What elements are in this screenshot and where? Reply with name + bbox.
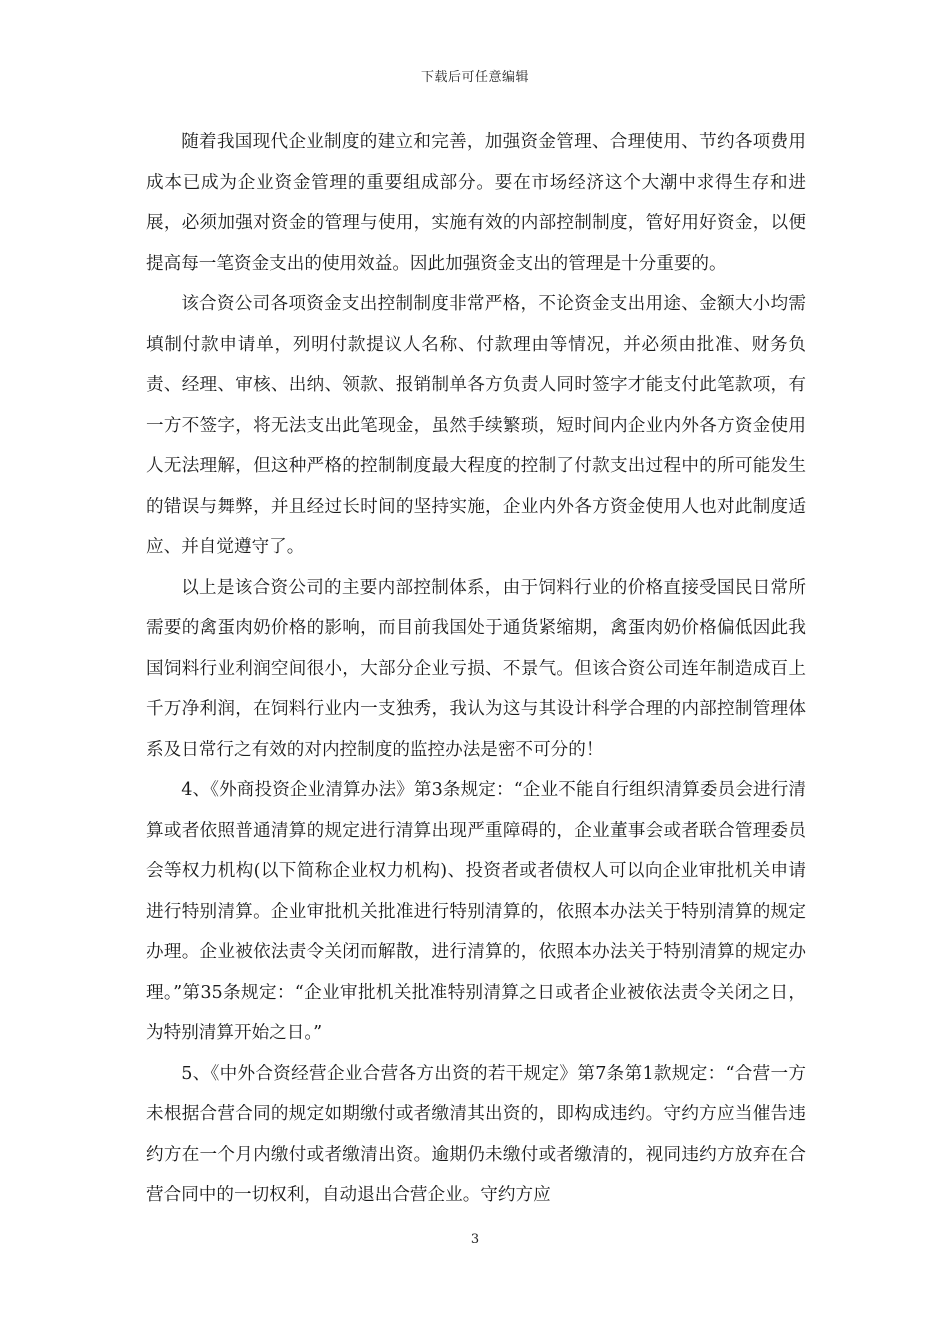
paragraph: 4、《外商投资企业清算办法》第3条规定：“企业不能自行组织清算委员会进行清算或者依照普通清算的规定进行清算出现严重障碍的，企业董事会或者联合管理委员会等权力机构(以下简称企业权力机构)、投资者或者债权人可以向企业审批机关申请进行特别清算。企业审批机关批准进行特别清算的，依照本办法关于特别清算的规定办理。企业被依法责令关闭而解散，进行清算的，依照本办法关于特别清算的规定办理。”第35条规定：“企业审批机关批准特别清算之日或者企业被依法责令关闭之日，为特别清算开始之日。” xyxy=(146,780,806,1043)
paragraph: 该合资公司各项资金支出控制制度非常严格，不论资金支出用途、金额大小均需填制付款申请单，列明付款提议人名称、付款理由等情况，并必须由批准、财务负责、经理、审核、出纳、领款、报销制单各方负责人同时签字才能支付此笔款项，有一方不签字，将无法支出此笔现金，虽然手续繁琐，短时间内企业内外各方资金使用人无法理解，但这种严格的控制制度最大程度的控制了付款支出过程中的所可能发生的错误与舞弊，并且经过长时间的坚持实施，企业内外各方资金使用人也对此制度适应、并自觉遵守了。 xyxy=(146,294,806,557)
page-number: 3 xyxy=(470,1232,480,1247)
paragraph: 随着我国现代企业制度的建立和完善，加强资金管理、合理使用、节约各项费用成本已成为企业资金管理的重要组成部分。要在市场经济这个大潮中求得生存和进展，必须加强对资金的管理与使用，实施有效的内部控制制度，管好用好资金，以便提高每一笔资金支出的使用效益。因此加强资金支出的管理是十分重要的。 xyxy=(146,132,806,274)
paragraph: 5、《中外合资经营企业合营各方出资的若干规定》第7条第1款规定：“合营一方未根据合营合同的规定如期缴付或者缴清其出资的，即构成违约。守约方应当催告违约方在一个月内缴付或者缴清出资。逾期仍未缴付或者缴清的，视同违约方放弃在合营合同中的一切权利，自动退出合营企业。守约方应 xyxy=(146,1063,806,1205)
document-body xyxy=(146,122,806,1216)
page-header: 下载后可任意编辑 xyxy=(420,70,529,85)
paragraph: 以上是该合资公司的主要内部控制体系，由于饲料行业的价格直接受国民日常所需要的禽蛋肉奶价格的影响，而目前我国处于通货紧缩期，禽蛋肉奶价格偏低因此我国饲料行业利润空间很小，大部分企业亏损、不景气。但该合资公司连年制造成百上千万净利润，在饲料行业内一支独秀，我认为这与其设计科学合理的内部控制管理体系及日常行之有效的对内控制度的监控办法是密不可分的！ xyxy=(146,577,806,760)
